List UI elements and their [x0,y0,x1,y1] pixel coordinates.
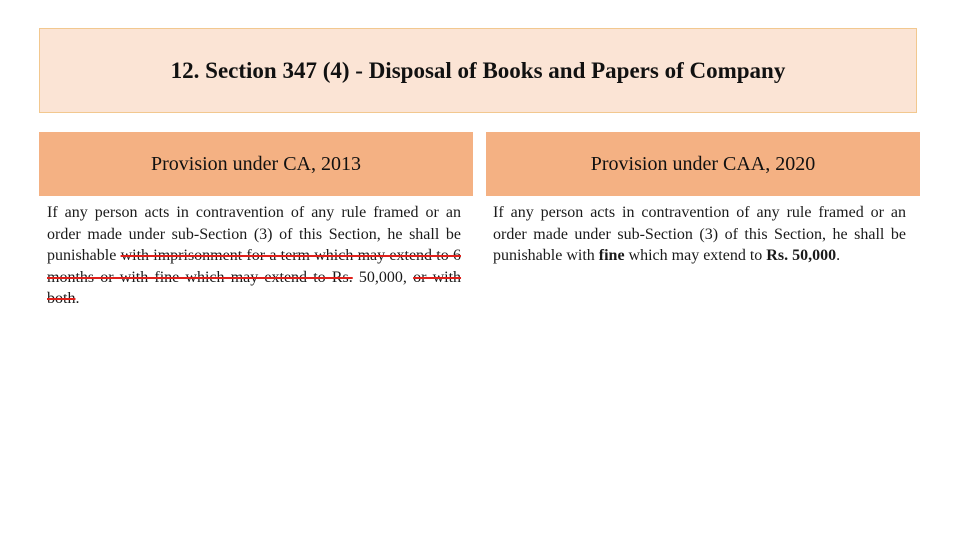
title-banner [39,28,917,113]
left-text-part1: If any person acts in contravention of any rule framed or an order made under sub-Section (3) of this Section, he shall be punishable [47,204,461,264]
left-text-deleted-2: or with both [47,268,462,307]
left-text-part2: 50,000, [352,268,414,286]
right-text-bold-fine: fine [598,247,625,264]
left-column-header-label: Provision under CA, 2013 [151,152,361,175]
left-column-header [39,132,473,196]
right-text-bold-amount: Rs. 50,000 [766,247,837,264]
left-column-text [47,202,461,310]
right-column-header [486,132,920,196]
right-text-part3: . [836,247,841,264]
left-text-part3: . [75,290,80,307]
left-text-deleted-1: with imprisonment for a term which may extend to 6 months or with fine which may extend to Rs. [47,247,461,286]
right-column-header-label: Provision under CAA, 2020 [590,152,816,175]
right-text-part2: which may extend to [624,247,767,264]
slide-title: 12. Section 347 (4) - Disposal of Books and Papers of Company [170,57,786,83]
right-text-part1: If any person acts in contravention of any rule framed or an order made under sub-Section (3) of this Section, he shall be punishable with [493,204,906,264]
right-column-text [493,202,906,267]
